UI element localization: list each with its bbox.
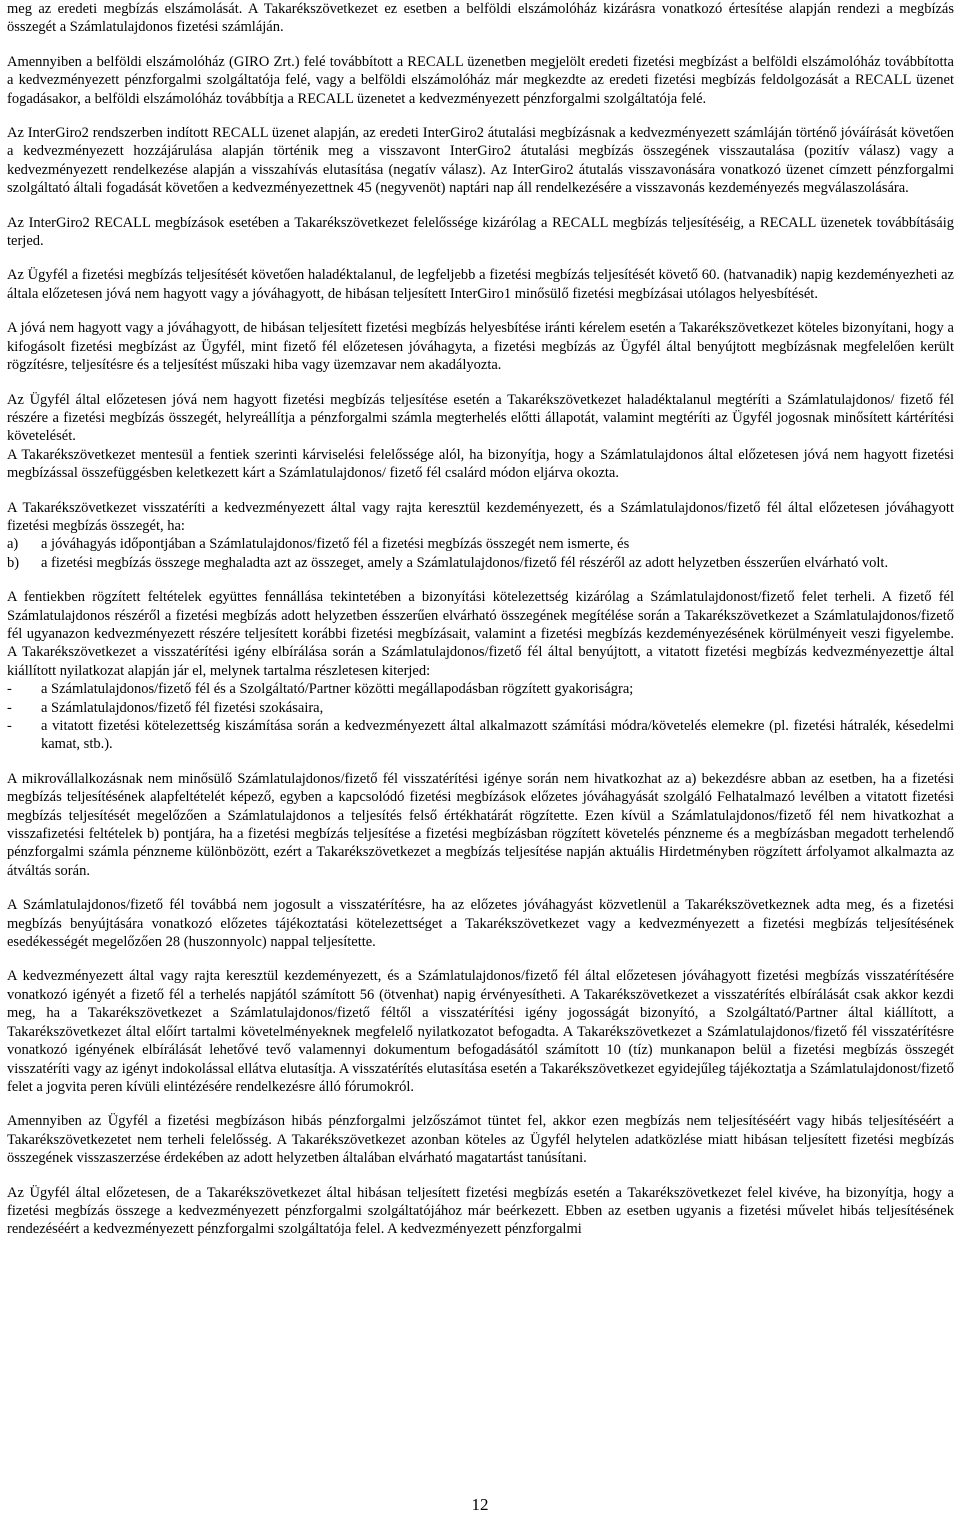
list-marker: - [7,718,12,734]
paragraph: A Takarékszövetkezet mentesül a fentiek szerinti kárviselési felelőssége alól, ha bizonyítja, hogy a Számlatulajdonos által előzetesen jóvá nem hagyott fizetési megbízással összefüggésben keletkezett kárt a Számlatulajdonos/ fizető fél csalárd módon eljárva okozta. [7,446,954,482]
list-item [7,717,954,754]
paragraph: Az Ügyfél által előzetesen, de a Takarékszövetkezet által hibásan teljesített fizetési megbízás esetén a Takarékszövetkezet felel kivéve, ha bizonyítja, hogy a fizetési megbízás összege a kedvezményezett pénzforgalmi szolgáltatójához már beérkezett. Ebben az esetben ugyanis a fizetési művelet hibás teljesítésének rendezéséért a kedvezményezett pénzforgalmi szolgáltatója felel. A kedvezményezett pénzforgalmi [7,1184,954,1238]
paragraph: Az Ügyfél által előzetesen jóvá nem hagyott fizetési megbízás teljesítése esetén a Takarékszövetkezet haladéktalanul megtéríti a Számlatulajdonos/ fizető fél részére a fizetési megbízás összegét, helyreállítja a pénzforgalmi számla megterhelés előtti állapotát, valamint megtéríti az Ügyfél jogosnak minősített kártérítési követelését. [7,391,954,445]
page-number: 12 [471,1495,489,1514]
list-marker: - [7,681,12,698]
paragraph: Az Ügyfél a fizetési megbízás teljesítését követően haladéktalanul, de legfeljebb a fizetési megbízás teljesítését követő 60. (hatvanadik) napig kezdeményezheti az általa előzetesen jóvá nem hagyott vagy a jóváhagyott, de hibásan teljesített InterGiro1 minősülő fizetési megbízásai utólagos helyesbítését. [7,267,954,302]
paragraph: A fentiekben rögzített feltételek együttes fennállása tekintetében a bizonyítási kötelezettség kizárólag a Számlatulajdonost/fizető felet terheli. A fizető fél Számlatulajdonos részéről a fizetési megbízás adott helyzetben ésszerűen elvárható összegének megítélése során a Takarékszövetkezet a Számlatulajdonos/fizető fél ugyanazon kedvezményezett részére teljesített korábbi fizetési megbízásait, valamint a fizetési megbízás kezdeményezésének körülményeit veszi figyelembe. A Takarékszövetkezet a visszatérítési igény elbírálása során a Számlatulajdonos/fizető fél által benyújtott, a vitatott fizetési megbízás kedvezményezettje által kiállított nyilatkozat alapján jár el, melynek tartalma részletesen kiterjed: [7,589,954,679]
paragraph: Amennyiben a belföldi elszámolóház (GIRO Zrt.) felé továbbított a RECALL üzenetben megjelölt eredeti fizetési megbízást a belföldi elszámolóház továbbította a kedvezményezett pénzforgalmi szolgáltatója felé, vagy a belföldi elszámolóház már megkezdte az eredeti fizetési megbízás feldolgozását a RECALL üzenet fogadásakor, a belföldi elszámolóház továbbítja a RECALL üzenetet a kedvezményezett pénzforgalmi szolgáltatója felé. [7,53,954,107]
document-page [7,0,954,1239]
paragraph: A Takarékszövetkezet visszatéríti a kedvezményezett által vagy rajta keresztül kezdeményezett, és a Számlatulajdonos/fizető fél által előzetesen jóváhagyott fizetési megbízás összegét, ha: [7,499,954,534]
paragraph: meg az eredeti megbízás elszámolását. A Takarékszövetkezet ez esetben a belföldi elszámolóház kizárásra vonatkozó értesítése alapján rendezi a megbízás összegét a Számlatulajdonos fizetési számláján. [7,1,954,36]
paragraph: Az InterGiro2 rendszerben indított RECALL üzenet alapján, az eredeti InterGiro2 átutalási megbízásnak a kedvezményezett számláján történő jóváírását követően a kedvezményezett hozzájárulása alapján történik meg a visszavont InterGiro2 átutalási megbízás összegének visszautalása (pozitív válasz) vagy a kedvezményezett rendelkezése alapján a visszahívás elutasítása (negatív válasz). Az InterGiro2 átutalás visszavonására vonatkozó üzenet címzett pénzforgalmi szolgáltató általi fogadását követően a kedvezményezettnek 45 (negyvenöt) naptári nap áll rendelkezésére a visszavonás kezdeményezés megválaszolására. [7,125,954,197]
list-item [7,699,954,717]
paragraph: Az InterGiro2 RECALL megbízások esetében a Takarékszövetkezet felelőssége kizárólag a RECALL megbízás teljesítéséig, a RECALL üzenetek továbbításáig terjed. [7,214,954,250]
paragraph: A kedvezményezett által vagy rajta keresztül kezdeményezett, és a Számlatulajdonos/fizető fél által előzetesen jóváhagyott fizetési megbízás visszatérítésére vonatkozó igényét a fizető fél a terhelés napjától számított 56 (ötvenhat) napig érvényesítheti. A Takarékszövetkezet a visszatérítés elbírálását csak akkor kezdi meg, ha a Takarékszövetkezet a Számlatulajdonos/fizető féltől a visszatérítési igény jogosságát bizonyító, a Szolgáltató/Partner által kiállított, a Takarékszövetkezet által előírt tartalmi követelményeknek megfelelő nyilatkozatot befogadta. A Takarékszövetkezet a Számlatulajdonos/fizető fél visszatérítésre vonatkozó igényének elbírálását lehetővé tevő valamennyi dokumentum befogadásától számított 10 (tíz) munkanapon belül a fizetési megbízás összegét visszatéríti vagy az igényt indokolással ellátva elutasítja. A visszatérítés elutasítása esetén a Takarékszövetkezet egyidejűleg tájékoztatja a Számlatulajdonost/fizető felet a jogvita peren kívüli elintézésére rendelkezésre álló fórumokról. [7,968,954,1095]
list-item [7,535,954,553]
conditions-list [7,535,954,572]
paragraph: Amennyiben az Ügyfél a fizetési megbízáson hibás pénzforgalmi jelzőszámot tüntet fel, akkor ezen megbízás nem teljesítéséért vagy hibás teljesítéséért a Takarékszövetkezetet nem terheli felelősség. A Takarékszövetkezet azonban köteles az Ügyfél helytelen adatközlése miatt hibásan teljesített fizetési megbízás összegének visszaszerzése érdekében az adott helyzetben általában elvárható magatartást tanúsítani. [7,1113,954,1167]
list-marker: b) [7,554,20,571]
list-item [7,680,954,698]
list-marker: - [7,699,12,716]
list-item-text: a vitatott fizetési kötelezettség kiszámítása során a kedvezményezett által alkalmazott számítási módra/követelés elemekre (pl. fizetési hátralék, késedelmi kamat, stb.). [41,718,954,753]
list-item-text: a fizetési megbízás összege meghaladta azt az összeget, amely a Számlatulajdonos/fizető fél részéről az adott helyzetben ésszerűen elvárható volt. [41,554,889,571]
paragraph: A jóvá nem hagyott vagy a jóváhagyott, de hibásan teljesített fizetési megbízás helyesbítése iránti kérelem esetén a Takarékszövetkezet köteles bizonyítani, hogy a kifogásolt fizetési megbízást az Ügyfél, mint fizető fél előzetesen jóváhagyta, a fizetési megbízás az Ügyfél által benyújtott megbízásnak megfelelően került rögzítésre, teljesítésre és a teljesítést műszaki hiba vagy üzemzavar nem akadályozta. [7,320,954,374]
list-item-text: a jóváhagyás időpontjában a Számlatulajdonos/fizető fél a fizetési megbízás összegét nem ismerte, és [41,536,630,553]
paragraph: A Számlatulajdonos/fizető fél továbbá nem jogosult a visszatérítésre, ha az előzetes jóváhagyást közvetlenül a Takarékszövetkeznek adta meg, és a fizetési megbízás benyújtására vonatkozó előzetes tájékoztatási kötelezettséget a Takarékszövetkezet vagy a kedvezményezett a fizetési megbízás teljesítésének esedékességét megelőzően 28 (huszonnyolc) nappal teljesítette. [7,897,954,951]
list-item [7,554,954,572]
paragraph: A mikrovállalkozásnak nem minősülő Számlatulajdonos/fizető fél visszatérítési igénye során nem hivatkozhat az a) bekezdésre abban az esetben, ha a fizetési megbízás teljesítésének alapfeltételét képező, egyben a kapcsolódó fizetési megbízások előzetes jóváhagyását szolgáló Felhatalmazó levélben a vitatott fizetési megbízás teljesítését megelőzően a Számlatulajdonos a teljesítés felső értékhatárát rögzítette. Ezen kívül a Számlatulajdonos/fizető fél nem hivatkozhat a visszafizetési feltételek b) pontjára, ha a fizetési megbízás teljesítése a fizetési megbízásban rögzített követelés pénzneme és a megbízásban megadott terhelendő pénzforgalmi számla pénzneme különbözött, ezért a Takarékszövetkezet a megbízás teljesítése napján aktuális Hirdetményben rögzített árfolyamot alkalmazta az átváltás során. [7,770,954,879]
list-item-text: a Számlatulajdonos/fizető fél fizetési szokásaira, [41,699,324,716]
list-item-text: a Számlatulajdonos/fizető fél és a Szolgáltató/Partner közötti megállapodásban rögzített gyakoriságra; [41,681,634,698]
declaration-scope-list [7,680,954,754]
list-marker: a) [7,536,19,553]
